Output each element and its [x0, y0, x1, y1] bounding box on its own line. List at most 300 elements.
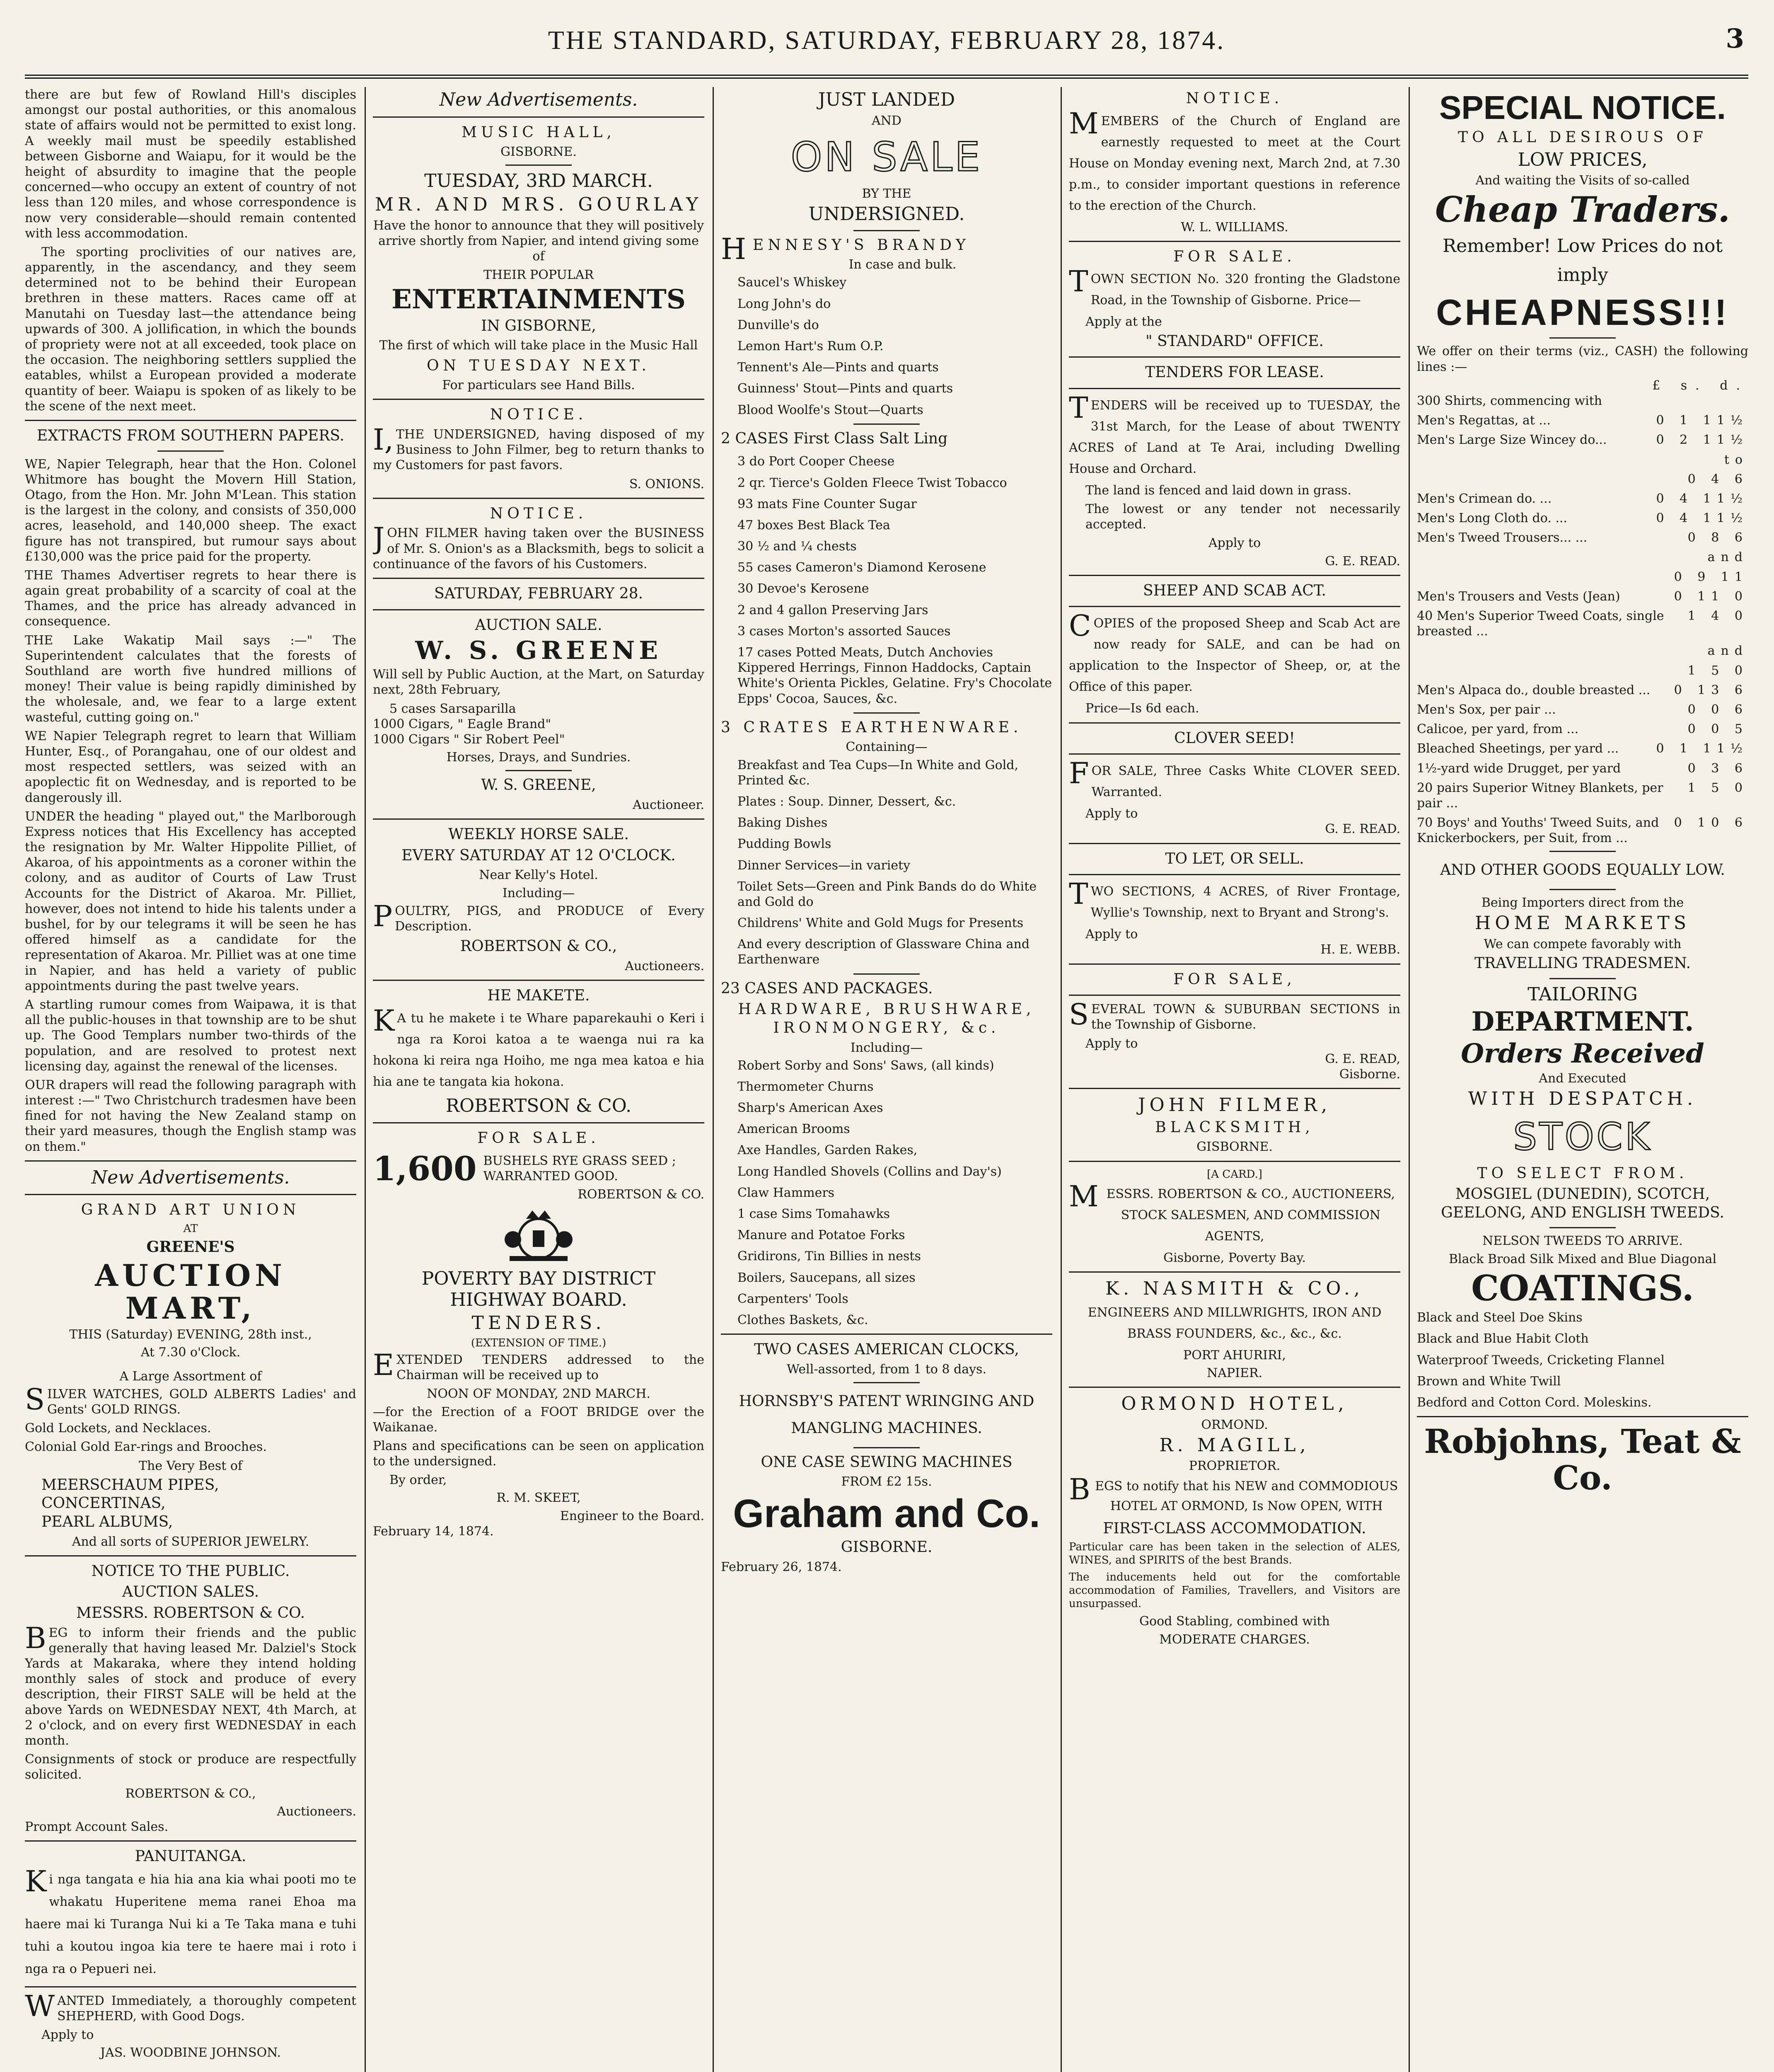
ad-signature: G. E. READ.: [1325, 554, 1400, 569]
list-item: American Brooms: [737, 1122, 850, 1137]
price-row: [1417, 452, 1748, 467]
ad-heading: FOR SALE.: [477, 1130, 600, 1147]
ad-heading: TENDERS.: [471, 1312, 606, 1334]
ad-text: KA tu he makete i te Whare paparekauhi o Keri i nga ra Koroi katoa a te waenga nui ra ka hokona ki reira nga Hoiho, me nga mea katoa e hia hia ane te tangata kia hokona.: [373, 1003, 704, 1089]
ad-text: CONCERTINAS,: [41, 1495, 166, 1512]
ad-heading: TO SELECT FROM.: [1477, 1164, 1688, 1182]
goods-list: [721, 430, 1052, 707]
ad-text: A Large Assortment of: [119, 1369, 262, 1384]
price-amount: 0 3 6: [1687, 761, 1748, 776]
ad-heading: TENDERS FOR LEASE.: [1145, 364, 1324, 381]
list-item: Toilet Sets—Green and Pink Bands do do White and Gold do: [737, 879, 1037, 909]
ad-text: Including—: [850, 1040, 923, 1055]
price-amount: 0 13 6: [1674, 683, 1748, 697]
ad-heading: Robjohns, Teat & Co.: [1424, 1422, 1741, 1498]
ad-text: PROPRIETOR.: [1189, 1459, 1281, 1474]
price-row: [1417, 721, 1748, 737]
ad-heading: POVERTY BAY DISTRICT HIGHWAY BOARD.: [421, 1268, 656, 1310]
ad-heading: ON SALE: [790, 133, 983, 180]
ad-text: IN GISBORNE,: [481, 317, 596, 334]
ad-heading: HORNSBY'S PATENT WRINGING AND MANGLING MACHINES.: [739, 1392, 1034, 1437]
list-item: Lemon Hart's Rum O.P.: [737, 339, 884, 353]
price-row: [1417, 780, 1748, 811]
ad-text: Apply to: [1085, 1036, 1138, 1051]
ad-text: Apply to: [1085, 806, 1138, 821]
ad-text: The first of which will take place in the Music Hall: [379, 338, 698, 353]
ad-heading: TO ALL DESIROUS OF: [1458, 129, 1707, 146]
ad-heading: FOR SALE.: [1173, 248, 1296, 265]
ad-text: GISBORNE.: [841, 1538, 933, 1556]
ad-heading: WEEKLY HORSE SALE.: [448, 826, 629, 843]
list-item: Plates : Soup. Dinner, Dessert, &c.: [737, 794, 956, 809]
list-item: 30 Devoe's Kerosene: [737, 581, 869, 596]
ad-text: [A CARD.]: [1207, 1168, 1262, 1181]
ad-text: MESSRS. ROBERTSON & CO., AUCTIONEERS, STOCK SALESMEN, AND COMMISSION AGENTS,: [1069, 1179, 1395, 1244]
list-item: Robert Sorby and Sons' Saws, (all kinds): [737, 1058, 994, 1073]
ad-number: 1,600: [373, 1149, 477, 1188]
ad-heading: AUCTION MART,: [95, 1257, 286, 1326]
ad-text: TOWN SECTION No. 320 fronting the Gladstone Road, in the Township of Gisborne. Price—: [1069, 264, 1400, 308]
ad-signature: G. E. READ,: [1325, 1051, 1400, 1066]
ad-text: NELSON TWEEDS TO ARRIVE.: [1482, 1234, 1683, 1249]
ad-text: Will sell by Public Auction, at the Mart, on Saturday next, 28th February,: [373, 667, 704, 697]
list-item: Baking Dishes: [737, 816, 828, 830]
ad-heading: LOW PRICES,: [1518, 149, 1648, 170]
ad-heading: STOCK: [1513, 1115, 1652, 1159]
ad-text: SILVER WATCHES, GOLD ALBERTS Ladies' and Gents' GOLD RINGS.: [25, 1382, 356, 1417]
ad-text: GISBORNE.: [1196, 1140, 1273, 1155]
ad-text: And Executed: [1539, 1071, 1627, 1086]
ad-heading: HOME MARKETS: [1474, 913, 1691, 934]
ad-text: Black Broad Silk Mixed and Blue Diagonal: [1448, 1251, 1717, 1266]
ad-date: February 26, 1874.: [721, 1559, 842, 1574]
ad-text: NAPIER.: [1207, 1365, 1262, 1380]
price-row: [1417, 530, 1748, 545]
list-item: 2 and 4 gallon Preserving Jars: [737, 603, 928, 617]
list-item: Manure and Potatoe Forks: [737, 1228, 905, 1243]
price-row: [1417, 472, 1748, 487]
list-item: Carpenters' Tools: [737, 1291, 848, 1306]
column-5: [1417, 87, 1748, 2072]
ad-text: Auctioneer.: [633, 797, 704, 812]
column-3: [721, 87, 1052, 2072]
ad-text: For particulars see Hand Bills.: [442, 378, 635, 393]
ad-heading: SHEEP AND SCAB ACT.: [1143, 582, 1326, 599]
ad-text: And waiting the Visits of so-called: [1475, 173, 1690, 188]
price-amount: 0 4 11½: [1656, 511, 1748, 526]
ad-heading: CLOVER SEED!: [1174, 729, 1295, 747]
ad-text: Gold Lockets, and Necklaces.: [25, 1421, 211, 1436]
ad-heading: TWO CASES AMERICAN CLOCKS,: [754, 1341, 1019, 1358]
ad-text: Well-assorted, from 1 to 8 days.: [787, 1362, 986, 1377]
list-item: Sharp's American Axes: [737, 1101, 883, 1116]
list-item: Pudding Bowls: [737, 837, 831, 852]
ad-text: MEMBERS of the Church of England are earnestly requested to meet at the Court House on Monday evening next, March 2nd, at 7.30 p.m., to consider important questions in reference to the erection of the Church.: [1069, 106, 1400, 213]
column-rule: [713, 87, 714, 2072]
cloth-list: [1417, 1310, 1748, 1410]
ad-heading: NOTICE.: [490, 505, 587, 522]
ad-text: (EXTENSION OF TIME.): [471, 1336, 607, 1349]
price-item: 1½-yard wide Drugget, per yard: [1417, 761, 1621, 776]
ad-heading: 3 CRATES EARTHENWARE.: [721, 719, 1022, 736]
ad-text: NOON OF MONDAY, 2ND MARCH.: [427, 1387, 650, 1402]
ad-text: Apply to: [41, 2028, 94, 2043]
price-amount: 0 10 6: [1674, 816, 1748, 830]
list-item: 1000 Cigars, " Eagle Brand": [373, 716, 551, 731]
price-amount: 0 9 11: [1674, 569, 1748, 584]
list-item: Long Handled Shovels (Collins and Day's): [737, 1164, 1002, 1179]
ad-text: Colonial Gold Ear-rings and Brooches.: [25, 1440, 267, 1455]
list-item: Saucel's Whiskey: [737, 275, 847, 290]
list-item: Thermometer Churns: [737, 1079, 874, 1094]
list-item: And every description of Glassware China and Earthenware: [737, 937, 1030, 967]
ad-heading: TRAVELLING TRADESMEN.: [1474, 955, 1691, 972]
ad-text: AND: [872, 113, 902, 128]
ad-text: AT: [183, 1222, 198, 1235]
price-item: 20 pairs Superior Witney Blankets, per pair ...: [1417, 780, 1663, 811]
price-row: [1417, 663, 1748, 678]
hardware-list: [721, 1058, 1052, 1328]
price-row: [1417, 511, 1748, 526]
ad-signature: S. ONIONS.: [629, 477, 704, 491]
ad-heading: GRAND ART UNION: [81, 1201, 300, 1219]
ad-signature: ROBERTSON & CO.: [445, 1095, 632, 1116]
ad-heading: FIRST-CLASS ACCOMMODATION.: [1103, 1520, 1366, 1537]
ad-text: I,THE UNDERSIGNED, having disposed of my Business to John Filmer, beg to return thanks to my Customers for past favors.: [373, 422, 704, 473]
price-amount: to: [1724, 452, 1748, 467]
ad-text: WANTED Immediately, a thoroughly competent SHEPHERD, with Good Dogs.: [25, 1989, 356, 2024]
list-item: 1000 Cigars " Sir Robert Peel": [373, 732, 565, 747]
price-amount: 0 8 6: [1687, 530, 1748, 545]
ad-heading: TUESDAY, 3RD MARCH.: [424, 170, 653, 192]
extract-item: THE Thames Advertiser regrets to hear there is again great probability of a scarcity of coal at the Thames, and the price has already advanced in consequence.: [25, 568, 356, 629]
list-item: 55 cases Cameron's Diamond Kerosene: [737, 560, 986, 575]
ad-text: Particular care has been taken in the selection of ALES, WINES, and SPIRITS of the best Brands.: [1069, 1541, 1400, 1567]
ad-text: MEERSCHAUM PIPES,: [41, 1476, 219, 1493]
ad-text: JOHN FILMER having taken over the BUSINESS of Mr. S. Onion's as a Blacksmith, begs to solicit a continuance of the favors of his Customers.: [373, 521, 704, 571]
ad-heading: MESSRS. ROBERTSON & CO.: [76, 1605, 305, 1622]
ad-text: TWO SECTIONS, 4 ACRES, of River Frontage, Wyllie's Township, next to Bryant and Strong's.: [1069, 877, 1400, 920]
ad-heading: BLACKSMITH,: [1155, 1118, 1314, 1136]
ad-heading: DEPARTMENT.: [1471, 1006, 1694, 1038]
list-item: 5 cases Sarsaparilla: [389, 701, 516, 716]
price-item: Men's Trousers and Vests (Jean): [1417, 589, 1620, 604]
ad-date: February 14, 1874.: [373, 1524, 494, 1539]
price-item: Men's Large Size Wincey do...: [1417, 433, 1607, 448]
ad-heading: 23 CASES AND PACKAGES.: [721, 980, 933, 997]
ad-heading: HARDWARE, BRUSHWARE, IRONMONGERY, &c.: [738, 1001, 1035, 1036]
ad-text: EXTENDED TENDERS addressed to the Chairman will be received up to: [373, 1348, 704, 1383]
ad-text: PORT AHURIRI,: [1183, 1348, 1286, 1363]
ad-text: Including—: [502, 886, 575, 900]
ad-text: And all sorts of SUPERIOR JEWELRY.: [72, 1534, 309, 1549]
ad-text: SEVERAL TOWN & SUBURBAN SECTIONS in the Township of Gisborne.: [1069, 997, 1400, 1032]
ad-text: BY THE: [862, 186, 911, 201]
column-rule: [1409, 87, 1410, 2072]
ad-text: Remember! Low Prices do not imply: [1442, 235, 1723, 286]
price-row: [1417, 569, 1748, 585]
price-amount: 0 4 11½: [1656, 491, 1748, 506]
price-item: 70 Boys' and Youths' Tweed Suits, and Knickerbockers, per Suit, from ...: [1417, 816, 1659, 846]
ad-text: COPIES of the proposed Sheep and Scab Act are now ready for SALE, and can be had on application to the Inspector of Sheep, or, at the Office of this paper.: [1069, 609, 1400, 695]
ad-text: We offer on their terms (viz., CASH) the following lines :—: [1417, 344, 1748, 374]
ad-signature: R. M. SKEET,: [496, 1491, 581, 1506]
list-item: 2 qr. Tierce's Golden Fleece Twist Tobacco: [737, 475, 1007, 490]
ad-heading: MR. AND MRS. GOURLAY: [375, 194, 703, 215]
list-item: Blood Woolfe's Stout—Quarts: [737, 402, 923, 417]
ad-heading: PANUITANGA.: [135, 1848, 247, 1865]
ad-signature: G. E. READ.: [1325, 822, 1400, 837]
ad-text: —for the Erection of a FOOT BRIDGE over the Waikanae.: [373, 1404, 704, 1435]
price-amount: and: [1707, 550, 1748, 565]
column-1: [25, 87, 356, 2072]
price-amount: 0 2 11½: [1656, 433, 1748, 448]
price-header: £ s. d.: [1652, 378, 1748, 393]
earthenware-list: [721, 758, 1052, 968]
ad-text: The Very Best of: [138, 1458, 243, 1473]
price-item: Men's Tweed Trousers... ...: [1417, 530, 1588, 545]
ad-text: GISBORNE.: [500, 145, 577, 160]
list-item: Axe Handles, Garden Rakes,: [737, 1143, 918, 1158]
ad-text: By order,: [389, 1473, 447, 1488]
extract-item: OUR drapers will read the following paragraph with interest :—" Two Christchurch tradesmen have been fined for not having the New Zealand stamp on their yard measures, though the English stamp was on them.": [25, 1077, 356, 1154]
price-row: [1417, 413, 1748, 428]
ad-text: Horses, Drays, and Sundries.: [446, 750, 631, 765]
ad-heading: ENTERTAINMENTS: [392, 284, 686, 315]
ad-heading: AUCTION SALES.: [122, 1583, 259, 1601]
price-item: Men's Alpaca do., double breasted ...: [1417, 683, 1651, 697]
ad-signature: ROBERTSON & CO.: [578, 1187, 704, 1202]
price-amount: and: [1707, 644, 1748, 658]
ad-text: The inducements held out for the comfortable accommodation of Families, Travellers, and Visitors are unsurpassed.: [1069, 1571, 1400, 1610]
price-amount: 0 4 6: [1687, 472, 1748, 487]
ad-signature: ROBERTSON & CO.,: [460, 938, 617, 955]
ad-text: Apply at the: [1085, 315, 1162, 329]
list-item: 3 do Port Cooper Cheese: [737, 454, 895, 469]
ad-heading: SATURDAY, FEBRUARY 28.: [434, 585, 643, 602]
list-item: 93 mats Fine Counter Sugar: [737, 496, 917, 511]
price-row: [1417, 761, 1748, 776]
price-row: [1417, 432, 1748, 448]
list-item: Black and Blue Habit Cloth: [1417, 1331, 1589, 1346]
ad-text: Containing—: [846, 740, 928, 755]
ad-heading: NOTICE.: [1186, 90, 1283, 107]
column-4: [1069, 87, 1400, 2072]
ad-text: Being Importers direct from the: [1481, 896, 1684, 910]
ad-heading: MUSIC HALL,: [462, 123, 616, 141]
price-item: Calicoe, per yard, from ...: [1417, 722, 1579, 737]
list-item: Gridirons, Tin Billies in nests: [737, 1249, 921, 1264]
extract-item: WE, Napier Telegraph, hear that the Hon. Colonel Whitmore has bought the Movern Hill Station, Otago, from the Hon. Mr. John M'Lean. This station is the largest in the colony, and consists of 350,000 acres, leasehold, and 140,000 sheep. The exact figure has not transpired, but rumour says about £130,000 was the price paid for the property.: [25, 457, 356, 564]
price-list: [1417, 393, 1748, 846]
ad-text: THEIR POPULAR: [483, 268, 594, 283]
ad-heading: GREENE'S: [146, 1238, 235, 1256]
price-row: [1417, 608, 1748, 639]
ad-text: Near Kelly's Hotel.: [479, 868, 598, 883]
ad-signature: W. L. WILLIAMS.: [1181, 220, 1288, 235]
list-item: Dinner Services—in variety: [737, 858, 911, 873]
price-row: [1417, 589, 1748, 604]
masthead-title: THE STANDARD, SATURDAY, FEBRUARY 28, 1874.: [548, 25, 1225, 55]
price-item: Men's Crimean do. ...: [1417, 491, 1552, 506]
extract-item: THE Lake Wakatip Mail says :—" The Superintendent calculates that the forests of Southland are worth five hundred millions of money! Their value is being rapidly diminished by the wholesale, and, we fear to a large extent wasteful, cutting going on.": [25, 633, 356, 725]
ad-text: Plans and specifications can be seen on application to the undersigned.: [373, 1438, 704, 1469]
price-row: [1417, 491, 1748, 506]
news-paragraph: there are but few of Rowland Hill's disciples amongst our postal authorities, or this anomalous state of affairs would not be permitted to exist long. A weekly mail must be speedily established between Gisborne and Waiapu, for it would be the height of absurdity to imagine that the people concerned—who occupy an extent of country of not less than 120 miles, and whose correspondence is now very considerable—should remain contented with less accommodation.: [25, 87, 356, 241]
price-item: 40 Men's Superior Tweed Coats, single breasted ...: [1417, 609, 1664, 639]
price-amount: 0 1 11½: [1656, 413, 1748, 428]
section-heading: New Advertisements.: [439, 89, 638, 110]
royal-crest-icon: [497, 1206, 580, 1264]
list-item: Boilers, Saucepans, all sizes: [737, 1270, 916, 1285]
ad-heading: NOTICE.: [490, 406, 587, 424]
ad-text: ORMOND.: [1201, 1417, 1268, 1432]
price-item: Men's Regattas, at ...: [1417, 413, 1551, 428]
ad-text: Engineer to the Board.: [560, 1508, 704, 1523]
ad-heading: MOSGIEL (DUNEDIN), SCOTCH, GEELONG, AND ENGLISH TWEEDS.: [1441, 1186, 1724, 1221]
ad-heading: JUST LANDED: [818, 89, 955, 110]
column-rule: [1061, 87, 1062, 2072]
ad-text: BEG to inform their friends and the public generally that having leased Mr. Dalziel's Stock Yards at Makaraka, where they intend holding monthly sales of stock and produce of every description, their FIRST SALE will be held at the above Yards on WEDNESDAY NEXT, 4th March, at 2 o'clock, and on every first WEDNESDAY in each month.: [25, 1621, 356, 1748]
list-item: Black and Steel Doe Skins: [1417, 1310, 1583, 1325]
price-row: [1417, 549, 1748, 565]
ad-text: PEARL ALBUMS,: [41, 1513, 173, 1531]
ad-text: Gisborne, Poverty Bay.: [1163, 1250, 1306, 1265]
rye-grass-ad: [373, 1150, 704, 1187]
price-amount: 0 1 11½: [1656, 741, 1748, 756]
ad-text: BEGS to notify that his NEW and COMMODIOUS HOTEL AT ORMOND, Is Now OPEN, WITH: [1069, 1472, 1398, 1513]
ad-text: Consignments of stock or produce are respectfully solicited.: [25, 1752, 356, 1782]
price-amount: 0 0 6: [1687, 702, 1748, 717]
page-number: 3: [1726, 23, 1744, 54]
list-item: 1 case Sims Tomahawks: [737, 1207, 890, 1222]
price-item: Men's Sox, per pair ...: [1417, 702, 1556, 717]
price-amount: 1 5 0: [1687, 780, 1748, 795]
list-item: 17 cases Potted Meats, Dutch Anchovies Kippered Herrings, Finnon Haddocks, Captain White's Orienta Pickles, Gelatine. Fry's Chocolate Epps' Cocoa, Sauces, &c.: [737, 645, 1052, 706]
ad-heading: SPECIAL NOTICE.: [1439, 89, 1726, 126]
ad-text: BUSHELS RYE GRASS SEED ; WARRANTED GOOD.: [483, 1153, 676, 1184]
ad-heading: UNDERSIGNED.: [808, 203, 965, 225]
price-amount: 1 5 0: [1687, 663, 1748, 678]
ad-heading: AND OTHER GOODS EQUALLY LOW.: [1440, 862, 1725, 879]
ad-text: The lowest or any tender not necessarily accepted.: [1085, 502, 1400, 532]
price-item: Bleached Sheetings, per yard ...: [1417, 741, 1619, 756]
ad-heading: TAILORING: [1527, 983, 1638, 1005]
ad-text: ENGINEERS AND MILLWRIGHTS, IRON AND BRASS FOUNDERS, &c., &c., &c.: [1088, 1305, 1382, 1341]
ad-signature: ROBERTSON & CO.,: [125, 1786, 256, 1801]
liquor-list: [721, 275, 1052, 417]
ad-text: Apply to: [1085, 927, 1138, 942]
ad-heading: Cheap Traders.: [1435, 189, 1730, 230]
ad-heading: ON TUESDAY NEXT.: [427, 357, 650, 374]
ad-heading: W. S. GREENE: [415, 636, 662, 666]
ad-text: Ki nga tangata e hia hia ana kia whai pooti mo te whakatu Huperitene mema ranei Ehoa ma haere mai ki Turanga Nui ki a Te Taka mana e tuhi tuhi a koutou ingoa kia tere te haere mai i roto i nga ra o Pepueri nei.: [25, 1864, 356, 1976]
list-item: 47 boxes Best Black Tea: [737, 518, 890, 533]
list-item: Tennent's Ale—Pints and quarts: [737, 360, 939, 375]
ad-text: In case and bulk.: [848, 257, 957, 272]
price-amount: 1 4 0: [1687, 609, 1748, 623]
ad-heading: NOTICE TO THE PUBLIC.: [91, 1562, 290, 1580]
ad-heading: AUCTION SALE.: [475, 616, 602, 634]
extract-item: WE Napier Telegraph regret to learn that William Hunter, Esq., of Porangahau, one of our oldest and most respected settlers, was seized with an apoplectic fit on Wednesday, and is reported to be dangerously ill.: [25, 729, 356, 805]
ad-text: " STANDARD" OFFICE.: [1146, 332, 1324, 350]
section-heading: EXTRACTS FROM SOUTHERN PAPERS.: [36, 427, 345, 444]
extracts-list: [25, 457, 356, 1155]
ad-heading: R. MAGILL,: [1159, 1434, 1310, 1456]
ad-text: MODERATE CHARGES.: [1159, 1632, 1310, 1647]
list-item: Dunville's do: [737, 317, 819, 332]
ad-text: Have the honor to announce that they will positively arrive shortly from Napier, and intend giving some of: [373, 218, 704, 264]
ad-text: At 7.30 o'Clock.: [140, 1345, 241, 1360]
price-amount: 0 0 5: [1687, 722, 1748, 737]
ad-signature: H. E. WEBB.: [1320, 942, 1400, 957]
ad-heading: JOHN FILMER,: [1138, 1094, 1331, 1116]
ad-text: Good Stabling, combined with: [1139, 1614, 1330, 1629]
ad-text: FROM £2 15s.: [841, 1474, 932, 1489]
ad-text: FOR SALE, Three Casks White CLOVER SEED. Warranted.: [1069, 756, 1400, 800]
ad-heading: HENNESY'S BRANDY: [721, 232, 970, 266]
price-row: [1417, 643, 1748, 658]
column-rule: [365, 87, 366, 2072]
price-row: [1417, 815, 1748, 846]
list-item: Guinness' Stout—Pints and quarts: [737, 381, 953, 396]
ad-heading: TO LET, OR SELL.: [1165, 850, 1304, 867]
price-row: [1417, 741, 1748, 756]
column-2: [373, 87, 704, 2072]
ad-heading: WITH DESPATCH.: [1468, 1088, 1697, 1110]
news-paragraph: The sporting proclivities of our natives are, apparently, in the ascendancy, and they seem determined not to be behind their European brethren in these matters. Races came off at Manutahi on Tuesday last—the attendance being upwards of 300. A jollification, in which the bounds of propriety were not at all exceeded, took place on the occasion. The neighboring settlers supplied the eatables, whilst a European provided a moderate quantity of beer. Waiapu is spoken of as likely to be the scene of the next meet.: [25, 244, 356, 414]
ad-text: TENDERS will be received up to TUESDAY, the 31st March, for the Lease of about TWENTY ACRES of Land at Te Arai, including Dwelling House and Orchard.: [1069, 390, 1400, 476]
ad-text: The land is fenced and laid down in grass.: [1085, 483, 1351, 498]
ad-text: Gisborne.: [1339, 1067, 1400, 1082]
ad-signature: JAS. WOODBINE JOHNSON.: [100, 2045, 281, 2060]
list-item: 3 cases Morton's assorted Sauces: [737, 624, 951, 639]
ad-heading: FOR SALE,: [1173, 971, 1296, 988]
ad-text: Price—Is 6d each.: [1085, 701, 1199, 716]
price-item: 300 Shirts, commencing with: [1417, 393, 1602, 408]
ad-text: POULTRY, PIGS, and PRODUCE of Every Description.: [373, 899, 704, 934]
ad-heading: K. NASMITH & CO.,: [1105, 1278, 1364, 1300]
extract-item: UNDER the heading " played out," the Marlborough Express notices that His Excellency has accepted the resignation by Mr. Walter Hippolite Pilliet, of Akaroa, of his appointments as a coroner within the colony, and as auditor of Courts of Law Trust Accounts for the District of Akaroa. Mr. Pilliet, however, does not intend to hide his talents under a bushel, for by our telegrams it will be seen he has offered himself as a candidate for the representation of Akaroa. Mr. Pilliet was at one time in Napier, and has held a variety of public appointments during the past twelve years.: [25, 809, 356, 993]
ad-text: Prompt Account Sales.: [25, 1819, 169, 1834]
list-item: 2 CASES First Class Salt Ling: [721, 430, 948, 447]
price-row: [1417, 683, 1748, 698]
ad-text: We can compete favorably with: [1484, 937, 1682, 952]
ad-text: THIS (Saturday) EVENING, 28th inst.,: [69, 1327, 312, 1342]
price-row: [1417, 702, 1748, 717]
list-item: Brown and White Twill: [1417, 1374, 1561, 1389]
extract-item: A startling rumour comes from Waipawa, it is that all the public-houses in that township are to be shut up. The Good Templars number two-thirds of the population, and are resolved to protest next licensing day, against the renewal of the licenses.: [25, 997, 356, 1074]
list-item: Waterproof Tweeds, Cricketing Flannel: [1417, 1353, 1665, 1368]
list-item: Breakfast and Tea Cups—In White and Gold, Printed &c.: [737, 758, 1018, 788]
ad-signature: W. S. GREENE,: [481, 777, 596, 794]
list-item: 30 ½ and ¼ chests: [737, 539, 857, 554]
price-amount: 0 11 0: [1674, 589, 1748, 604]
ad-heading: COATINGS.: [1471, 1267, 1694, 1309]
ad-text: Apply to: [1208, 536, 1261, 551]
list-item: Childrens' White and Gold Mugs for Presents: [737, 916, 1024, 931]
ad-text: Auctioneers.: [625, 959, 704, 973]
ad-heading: ONE CASE SEWING MACHINES: [761, 1453, 1013, 1471]
ad-heading: Graham and Co.: [733, 1491, 1040, 1536]
ad-text: Auctioneers.: [277, 1804, 356, 1819]
price-item: Men's Long Cloth do. ...: [1417, 511, 1567, 526]
ad-heading: ORMOND HOTEL,: [1121, 1393, 1348, 1414]
list-item: Long John's do: [737, 296, 831, 311]
ad-heading: HE MAKETE.: [487, 987, 590, 1004]
list-item: Clothes Baskets, &c.: [737, 1312, 868, 1327]
ad-heading: Orders Received: [1461, 1038, 1704, 1069]
